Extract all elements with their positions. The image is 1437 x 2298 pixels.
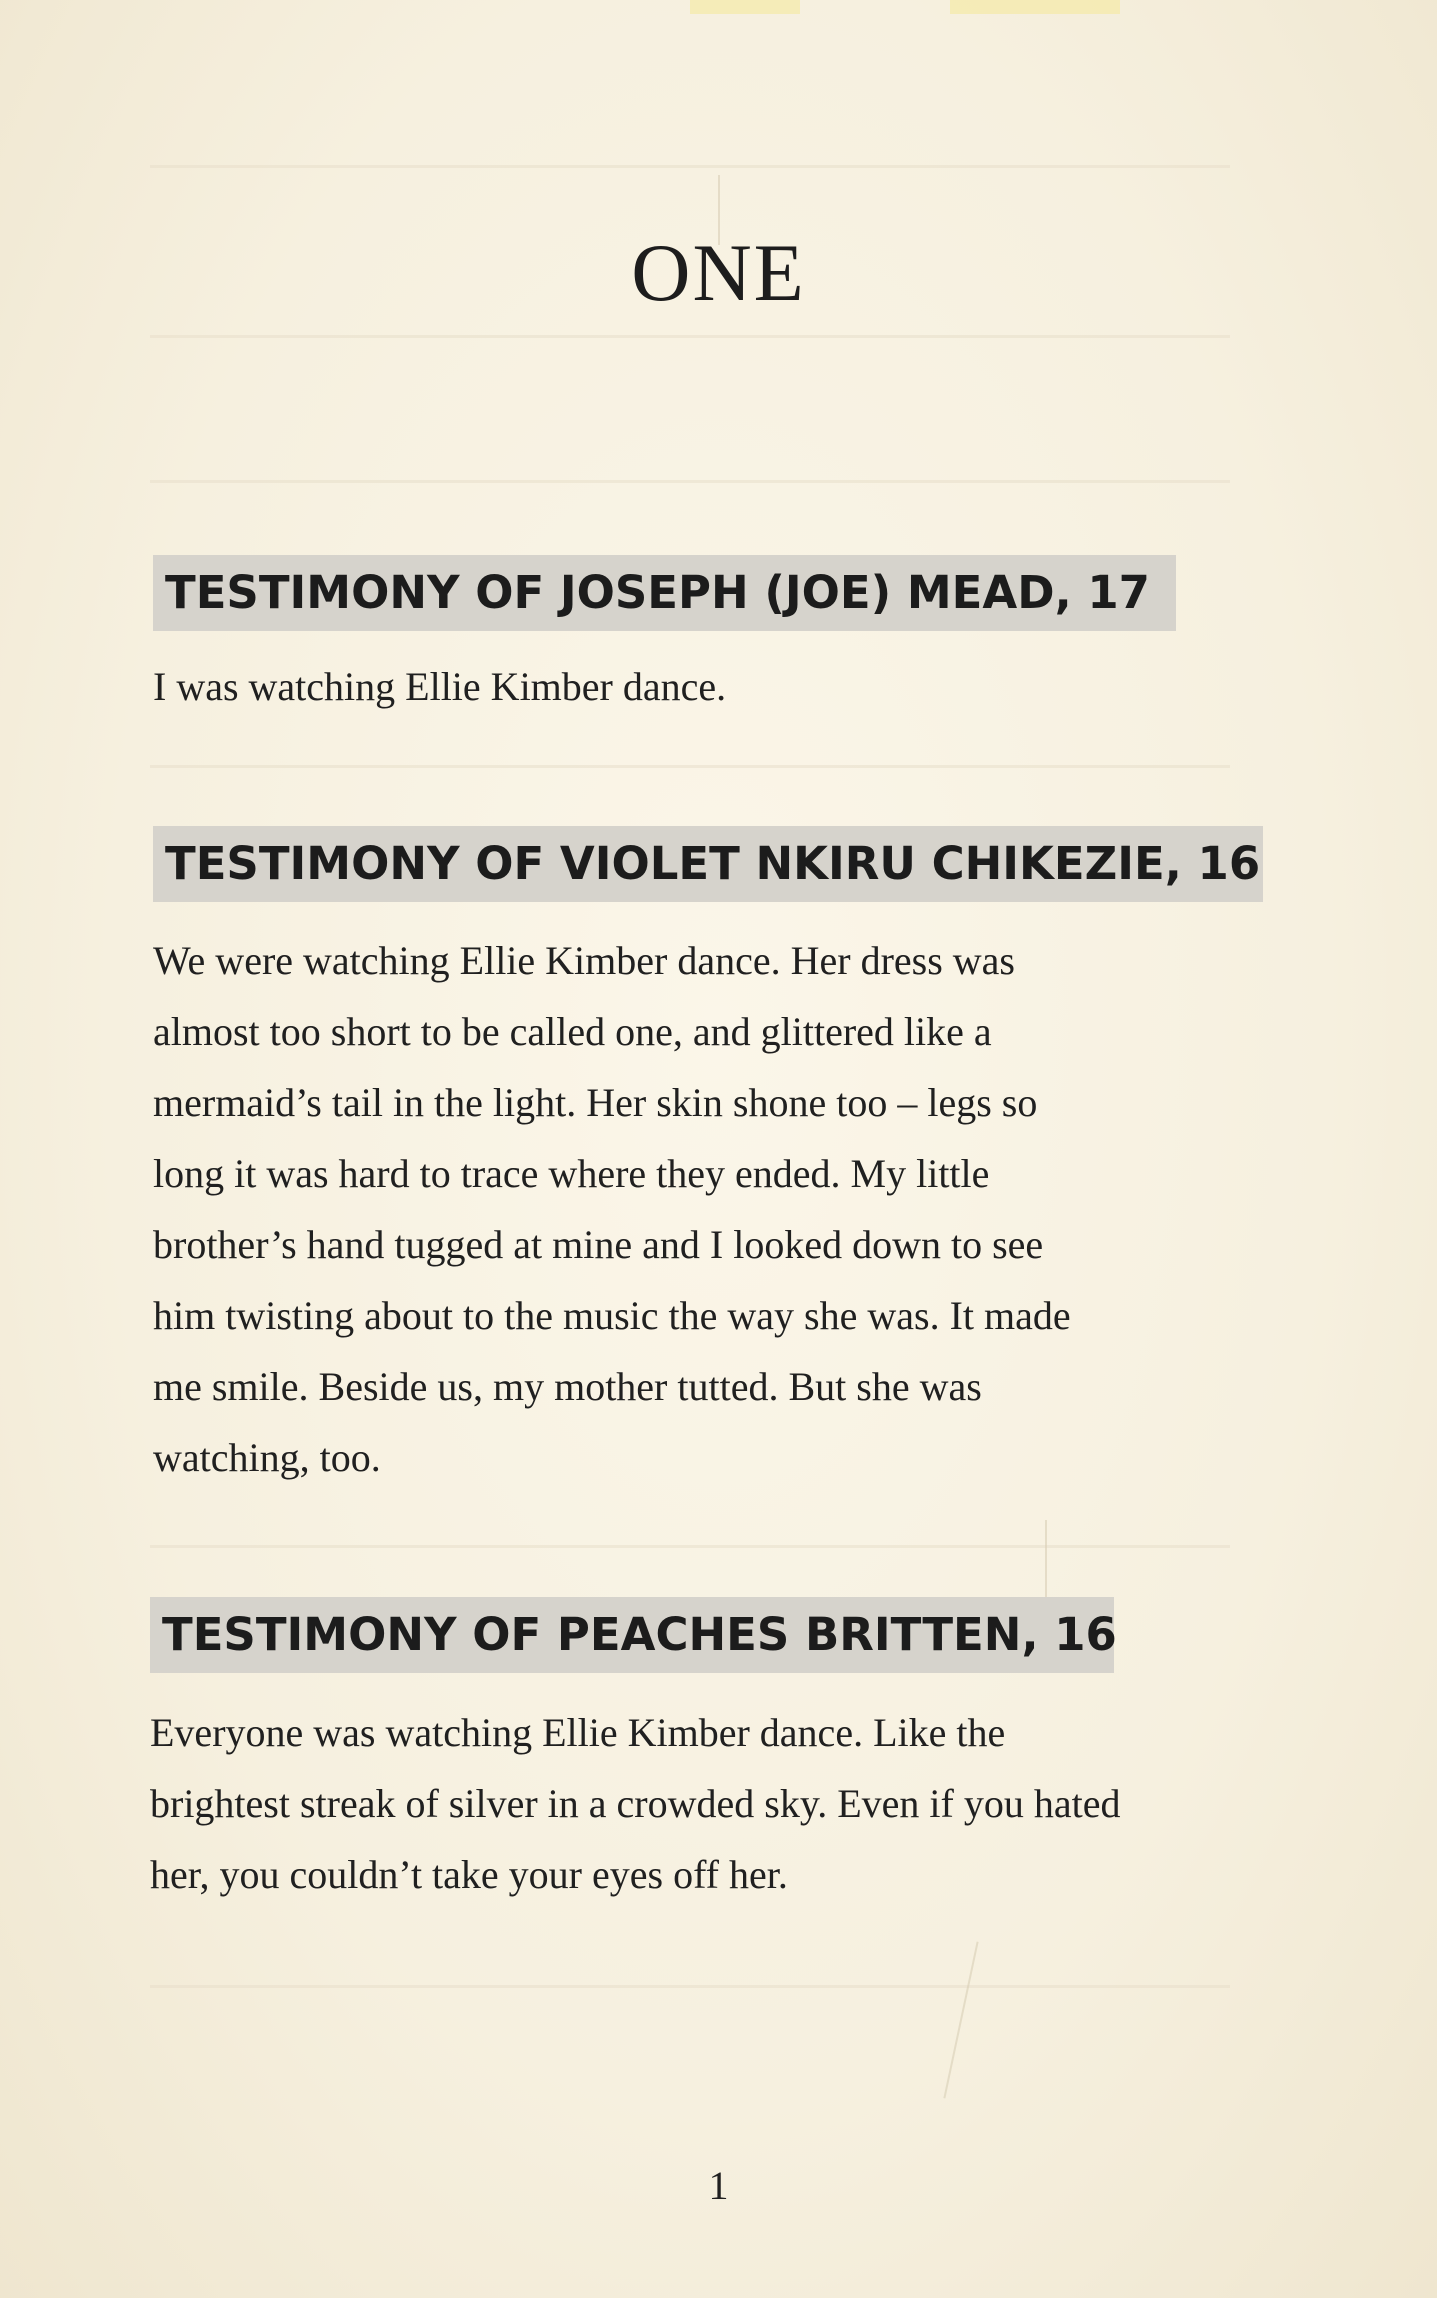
testimony-line: brightest streak of silver in a crowded sky. Even if you hated (150, 1781, 1121, 1826)
chapter-title: ONE (631, 227, 806, 318)
testimony-line: almost too short to be called one, and glittered like a (153, 1009, 992, 1054)
show-through-line (150, 165, 1230, 168)
testimony-line: brother’s hand tugged at mine and I looked down to see (153, 1222, 1044, 1267)
page-crease (943, 1942, 978, 2099)
show-through-line (150, 1545, 1230, 1548)
testimony-heading: TESTIMONY OF VIOLET NKIRU CHIKEZIE, 16 (153, 826, 1263, 902)
show-through-line (150, 480, 1230, 483)
scan-tint-mark (950, 0, 1120, 14)
testimony-line: me smile. Beside us, my mother tutted. But she was (153, 1364, 982, 1409)
testimony-line: I was watching Ellie Kimber dance. (153, 664, 727, 709)
testimony-line: long it was hard to trace where they ended. My little (153, 1151, 990, 1196)
show-through-line (150, 335, 1230, 338)
scan-tint-mark (690, 0, 800, 14)
testimony-line: watching, too. (153, 1435, 381, 1480)
show-through-line (150, 1985, 1230, 1988)
testimony-line: We were watching Ellie Kimber dance. Her dress was (153, 938, 1015, 983)
testimony-heading: TESTIMONY OF JOSEPH (JOE) MEAD, 17 (153, 555, 1176, 631)
page-number: 1 (708, 2163, 729, 2208)
testimony-line: him twisting about to the music the way she was. It made (153, 1293, 1071, 1338)
show-through-line (150, 765, 1230, 768)
testimony-line: her, you couldn’t take your eyes off her. (150, 1852, 788, 1897)
testimony-heading: TESTIMONY OF PEACHES BRITTEN, 16 (150, 1597, 1114, 1673)
testimony-line: Everyone was watching Ellie Kimber dance. Like the (150, 1710, 1006, 1755)
testimony-line: mermaid’s tail in the light. Her skin shone too – legs so (153, 1080, 1038, 1125)
